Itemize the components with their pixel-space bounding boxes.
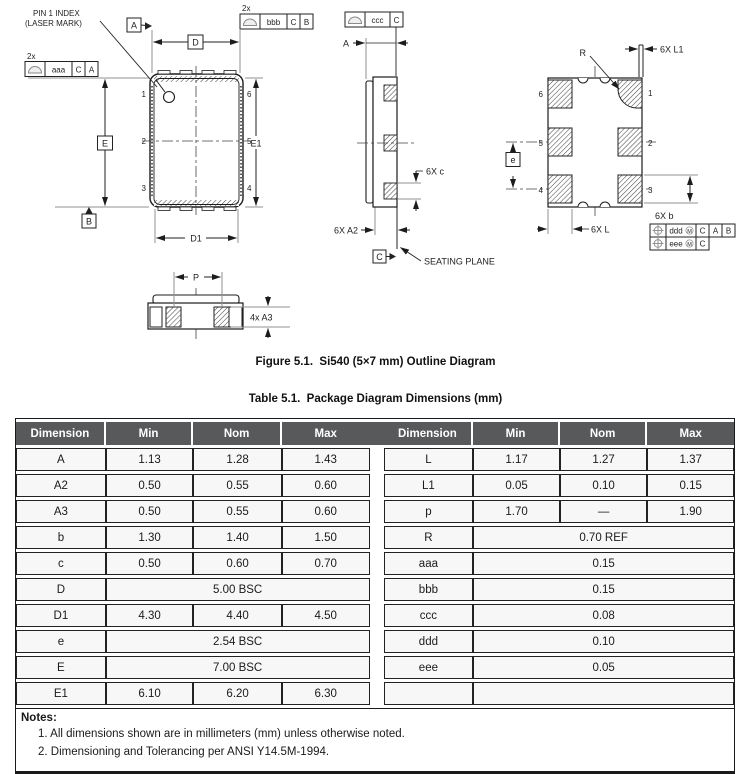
dim-label-6x-a2: 6X A2	[333, 225, 358, 236]
top-hatch-band	[154, 76, 239, 82]
dim-label-6x-b: 6X b	[655, 211, 674, 221]
fcf-aaa-ref1: C	[75, 65, 82, 75]
notes-title: Notes:	[21, 712, 57, 724]
fcf-ccc	[342, 12, 403, 76]
col-header-max: Max	[647, 422, 734, 445]
side-view	[334, 12, 495, 267]
dim-label-e: e	[510, 154, 516, 165]
fcf-eee-tol: eee	[669, 239, 683, 249]
datum-b-triangle-icon	[85, 207, 93, 214]
fcf-eee	[650, 237, 709, 250]
dim-6x-a2	[334, 226, 410, 236]
table-row: E 7.00 BSC	[16, 656, 370, 679]
col-header-min: Min	[106, 422, 194, 445]
dimensions-table-left	[16, 419, 370, 708]
fcf-ccc-tol: ccc	[371, 16, 384, 25]
note-item-1: 1. All dimensions shown are in millimeters (mm) unless otherwise noted.	[38, 728, 405, 740]
datum-a-label: A	[130, 20, 138, 31]
table-row: D 5.00 BSC	[16, 578, 370, 601]
table-row: e 2.54 BSC	[16, 630, 370, 653]
pin-number-6: 6	[538, 90, 543, 99]
end-view	[148, 272, 290, 340]
col-header-dimension: Dimension	[384, 422, 474, 445]
fcf-bbb	[240, 4, 313, 32]
table-row: L 1.17 1.27 1.37	[384, 448, 735, 471]
figure-caption: Figure 5.1. Si540 (5×7 mm) Outline Diagram	[255, 356, 496, 368]
table-row: L1 0.05 0.10 0.15	[384, 474, 735, 497]
fcf-ddd-ref2: A	[712, 226, 719, 236]
pin-number-5: 5	[247, 137, 252, 146]
pin-number-2: 2	[648, 139, 653, 148]
top-view	[25, 4, 313, 244]
pin-number-3: 3	[648, 186, 653, 195]
datum-b	[82, 207, 96, 228]
dim-D	[154, 35, 239, 49]
fcf-ddd	[650, 224, 735, 237]
pin-number-6: 6	[247, 90, 252, 99]
col-header-nom: Nom	[560, 422, 648, 445]
dim-label-E1: E1	[250, 138, 262, 149]
dim-e	[506, 144, 520, 188]
dim-label-6x-c: 6X c	[426, 166, 445, 177]
pin-number-2: 2	[141, 137, 146, 146]
dim-label-E: E	[101, 138, 109, 149]
fcf-bbb-ref1: C	[290, 18, 297, 27]
table-row: c 0.50 0.60 0.70	[16, 552, 370, 575]
table-row: p 1.70 — 1.90	[384, 500, 735, 523]
dim-A	[343, 39, 408, 49]
table-row: A 1.13 1.28 1.43	[16, 448, 370, 471]
fcf-ddd-mod: M	[687, 228, 692, 235]
col-header-dimension: Dimension	[16, 422, 106, 445]
datum-c-triangle-icon	[390, 253, 397, 260]
package-lid-side-view	[366, 81, 373, 203]
fcf-ddd-tol: ddd	[669, 226, 683, 236]
dim-label-6x-l1: 6X L1	[660, 44, 684, 55]
bottom-view	[506, 45, 735, 251]
fcf-ccc-ref1: C	[393, 16, 400, 25]
pin-number-5: 5	[538, 139, 543, 148]
dim-6x-l1	[625, 45, 684, 55]
dim-label-A: A	[342, 38, 349, 49]
table-row: A3 0.50 0.55 0.60	[16, 500, 370, 523]
table-row	[384, 682, 735, 705]
datum-b-label: B	[85, 216, 93, 227]
col-header-nom: Nom	[193, 422, 282, 445]
fcf-ddd-ref1: C	[699, 226, 706, 236]
table-row: E1 6.10 6.20 6.30	[16, 682, 370, 705]
table-row: bbb 0.15	[384, 578, 735, 601]
dim-label-D1: D1	[190, 233, 202, 244]
col-header-min: Min	[473, 422, 560, 445]
table-row: ddd 0.10	[384, 630, 735, 653]
table-gap-spacer	[370, 419, 384, 445]
note-item-2: 2. Dimensioning and Tolerancing per ANSI Y14.5M-1994.	[38, 745, 330, 758]
bottom-hatch-band	[154, 200, 239, 206]
fcf-aaa	[25, 52, 98, 77]
pin1-index-line2: (LASER MARK)	[25, 19, 82, 28]
dimensions-table-right	[384, 419, 735, 708]
fcf-aaa-qty: 2x	[27, 52, 36, 61]
table-row: A2 0.50 0.55 0.60	[16, 474, 370, 497]
table-row: aaa 0.15	[384, 552, 735, 575]
dim-E	[98, 80, 113, 206]
fcf-bbb-ref2: B	[303, 18, 310, 27]
fcf-ddd-ref3: B	[725, 226, 732, 236]
outline-diagram	[0, 0, 751, 345]
pin-number-1: 1	[648, 89, 653, 98]
datum-a-triangle-icon	[145, 22, 152, 30]
l1-lead-stub	[639, 45, 643, 77]
fcf-eee-mod: M	[687, 241, 692, 248]
fcf-aaa-tol: aaa	[51, 65, 66, 75]
r-label: R	[579, 48, 586, 58]
fcf-eee-ref1: C	[699, 239, 706, 249]
fcf-bbb-tol: bbb	[266, 18, 281, 27]
dim-label-D: D	[192, 37, 199, 48]
pin-number-4: 4	[247, 184, 252, 193]
dim-label-6x-l: 6X L	[591, 224, 610, 235]
dim-6x-c	[416, 167, 445, 212]
fcf-aaa-ref2: A	[88, 65, 95, 75]
pin1-index-line1: PIN 1 INDEX	[33, 9, 80, 18]
dim-label-4x-a3: 4x A3	[250, 312, 273, 323]
datum-c-label: C	[376, 252, 383, 262]
pin-number-3: 3	[141, 184, 146, 193]
datum-a	[127, 18, 152, 32]
pin-number-4: 4	[538, 186, 543, 195]
dim-D1	[157, 231, 237, 244]
table-row: R 0.70 REF	[384, 526, 735, 549]
table-row: ccc 0.08	[384, 604, 735, 627]
table-row: eee 0.05	[384, 656, 735, 679]
seating-plane	[373, 207, 495, 267]
table-row: D1 4.30 4.40 4.50	[16, 604, 370, 627]
dimensions-table-block	[15, 418, 735, 774]
dim-label-P: P	[192, 272, 200, 283]
notes	[16, 708, 734, 771]
fcf-bbb-qty: 2x	[242, 4, 251, 13]
seating-plane-label: SEATING PLANE	[424, 256, 495, 267]
pin-number-1: 1	[141, 90, 146, 99]
dim-6x-b	[655, 177, 690, 222]
col-header-max: Max	[282, 422, 370, 445]
table-row: b 1.30 1.40 1.50	[16, 526, 370, 549]
table-caption: Table 5.1. Package Diagram Dimensions (mm)	[248, 393, 503, 405]
pin1-mark-circle	[164, 92, 175, 103]
